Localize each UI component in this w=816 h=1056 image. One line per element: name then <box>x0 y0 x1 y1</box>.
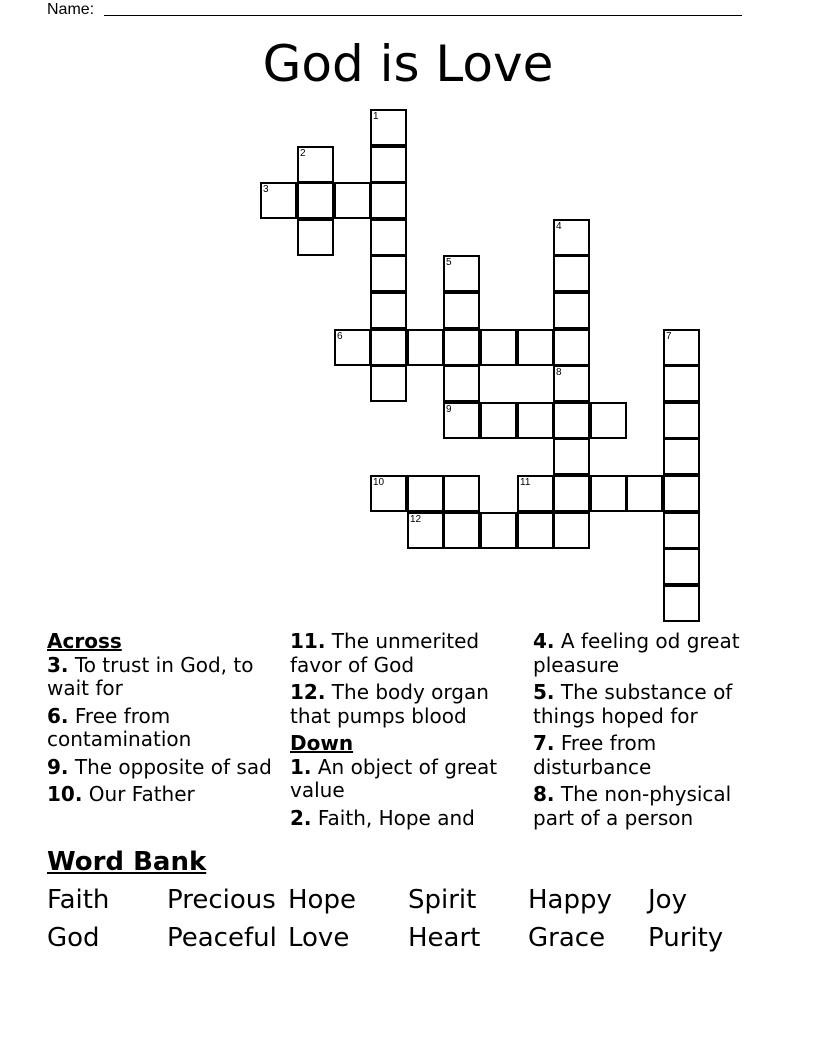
crossword-cell[interactable] <box>553 512 590 549</box>
crossword-cell[interactable] <box>443 365 480 402</box>
crossword-cell[interactable] <box>663 438 700 475</box>
clue-text: Faith, Hope and <box>317 805 475 830</box>
crossword-cell[interactable] <box>663 548 700 585</box>
crossword-cell[interactable] <box>370 365 407 402</box>
crossword-cell[interactable] <box>553 255 590 292</box>
clue-column-2 <box>290 630 520 834</box>
crossword-cell[interactable] <box>370 475 407 512</box>
clue-number: 3. <box>47 652 69 677</box>
clue-number: 5. <box>533 680 555 704</box>
crossword-cell[interactable] <box>663 402 700 439</box>
clue-number: 2. <box>290 805 312 830</box>
word-bank-word: Happy <box>528 885 612 915</box>
crossword-cell[interactable] <box>663 512 700 549</box>
clue-number-label: 4 <box>556 221 562 232</box>
clue-down-5 <box>533 681 763 728</box>
clue-text: Free from contamination <box>47 703 192 751</box>
clue-number-label: 8 <box>556 367 562 378</box>
word-bank-word: Hope <box>288 885 356 915</box>
crossword-cell[interactable] <box>334 329 371 366</box>
crossword-cell[interactable] <box>443 512 480 549</box>
crossword-cell[interactable] <box>663 475 700 512</box>
crossword-cell[interactable] <box>370 146 407 183</box>
clue-number-label: 11 <box>520 477 531 488</box>
clue-number: 6. <box>47 703 69 728</box>
clue-number-label: 7 <box>666 331 672 342</box>
page-title: God is Love <box>262 35 554 93</box>
clue-number: 9. <box>47 754 69 779</box>
crossword-cell[interactable] <box>297 219 334 256</box>
clue-number: 4. <box>533 629 555 653</box>
crossword-cell[interactable] <box>590 475 627 512</box>
crossword-cell[interactable] <box>553 438 590 475</box>
clue-text: To trust in God, to wait for <box>47 652 254 700</box>
crossword-cell[interactable] <box>443 329 480 366</box>
crossword-cell[interactable] <box>663 585 700 622</box>
crossword-cell[interactable] <box>297 146 334 183</box>
clue-text: An object of great value <box>290 754 498 802</box>
clue-text: The non-physical part of a person <box>533 782 732 830</box>
clue-number-label: 2 <box>300 148 306 159</box>
crossword-cell[interactable] <box>590 402 627 439</box>
word-bank-word: Peaceful <box>167 923 277 953</box>
crossword-cell[interactable] <box>334 182 371 219</box>
clue-number: 12. <box>290 680 326 704</box>
clue-number-label: 5 <box>446 257 452 268</box>
clue-text: The substance of things hoped for <box>533 680 733 728</box>
word-bank-title: Word Bank <box>47 847 207 877</box>
crossword-cell[interactable] <box>370 329 407 366</box>
name-label: Name: <box>47 1 95 18</box>
crossword-cell[interactable] <box>443 475 480 512</box>
crossword-cell[interactable] <box>480 512 517 549</box>
crossword-cell[interactable] <box>260 182 297 219</box>
word-bank-word: Love <box>288 923 350 953</box>
clue-across-6 <box>47 705 277 752</box>
crossword-cell[interactable] <box>553 402 590 439</box>
crossword-cell[interactable] <box>370 182 407 219</box>
crossword-cell[interactable] <box>443 255 480 292</box>
crossword-cell[interactable] <box>663 365 700 402</box>
clue-down-1 <box>290 756 520 803</box>
clue-number-label: 12 <box>410 514 422 525</box>
clue-across-11 <box>290 630 520 677</box>
crossword-cell[interactable] <box>443 402 480 439</box>
clue-number-label: 9 <box>446 404 452 415</box>
clue-across-9 <box>47 756 277 780</box>
clue-number-label: 6 <box>337 331 343 342</box>
clue-number: 10. <box>47 782 83 806</box>
clue-text: Free from disturbance <box>533 731 657 779</box>
clue-across-12 <box>290 681 520 728</box>
word-bank-word: Spirit <box>408 885 477 915</box>
crossword-cell[interactable] <box>407 475 444 512</box>
clue-text: The unmerited favor of God <box>290 629 480 677</box>
crossword-cell[interactable] <box>407 329 444 366</box>
clue-down-2 <box>290 807 520 831</box>
crossword-cell[interactable] <box>443 292 480 329</box>
crossword-cell[interactable] <box>553 329 590 366</box>
crossword-cell[interactable] <box>517 475 554 512</box>
crossword-cell[interactable] <box>370 219 407 256</box>
clue-number: 7. <box>533 731 555 755</box>
clue-text: A feeling od great pleasure <box>533 629 740 677</box>
word-bank-word: Grace <box>528 923 606 953</box>
crossword-cell[interactable] <box>480 402 517 439</box>
crossword-cell[interactable] <box>663 329 700 366</box>
clue-down-4 <box>533 630 763 677</box>
crossword-cell[interactable] <box>517 512 554 549</box>
clue-text: The body organ that pumps blood <box>290 680 489 728</box>
clue-number: 11. <box>290 629 326 653</box>
crossword-cell[interactable] <box>553 292 590 329</box>
crossword-cell[interactable] <box>626 475 663 512</box>
crossword-cell[interactable] <box>480 329 517 366</box>
crossword-cell[interactable] <box>370 109 407 146</box>
clue-number-label: 3 <box>263 184 269 195</box>
crossword-cell[interactable] <box>370 292 407 329</box>
clue-down-8 <box>533 783 763 830</box>
clue-column-3 <box>533 630 763 834</box>
clue-text: The opposite of sad <box>74 754 272 779</box>
clue-number-label: 1 <box>373 111 379 122</box>
word-bank-word: God <box>47 923 100 953</box>
clue-across-3 <box>47 654 277 701</box>
crossword-cell[interactable] <box>370 255 407 292</box>
crossword-cell[interactable] <box>517 329 554 366</box>
clue-across-10 <box>47 783 277 807</box>
crossword-cell[interactable] <box>553 475 590 512</box>
down-heading: Down <box>290 731 354 755</box>
clue-number: 8. <box>533 782 555 806</box>
across-heading: Across <box>47 629 122 653</box>
clue-down-7 <box>533 732 763 779</box>
crossword-cell[interactable] <box>517 402 554 439</box>
crossword-cell[interactable] <box>297 182 334 219</box>
clue-column-1 <box>47 630 277 811</box>
word-bank-word: Faith <box>47 885 110 915</box>
crossword-cell[interactable] <box>553 219 590 256</box>
clue-text: Our Father <box>88 782 195 806</box>
word-bank-word: Precious <box>167 885 276 915</box>
word-bank-word: Joy <box>648 885 687 915</box>
word-bank-word: Heart <box>408 923 481 953</box>
crossword-cell[interactable] <box>407 512 444 549</box>
word-bank-word: Purity <box>648 923 724 953</box>
crossword-cell[interactable] <box>553 365 590 402</box>
clue-number: 1. <box>290 754 312 779</box>
clue-number-label: 10 <box>373 477 385 488</box>
